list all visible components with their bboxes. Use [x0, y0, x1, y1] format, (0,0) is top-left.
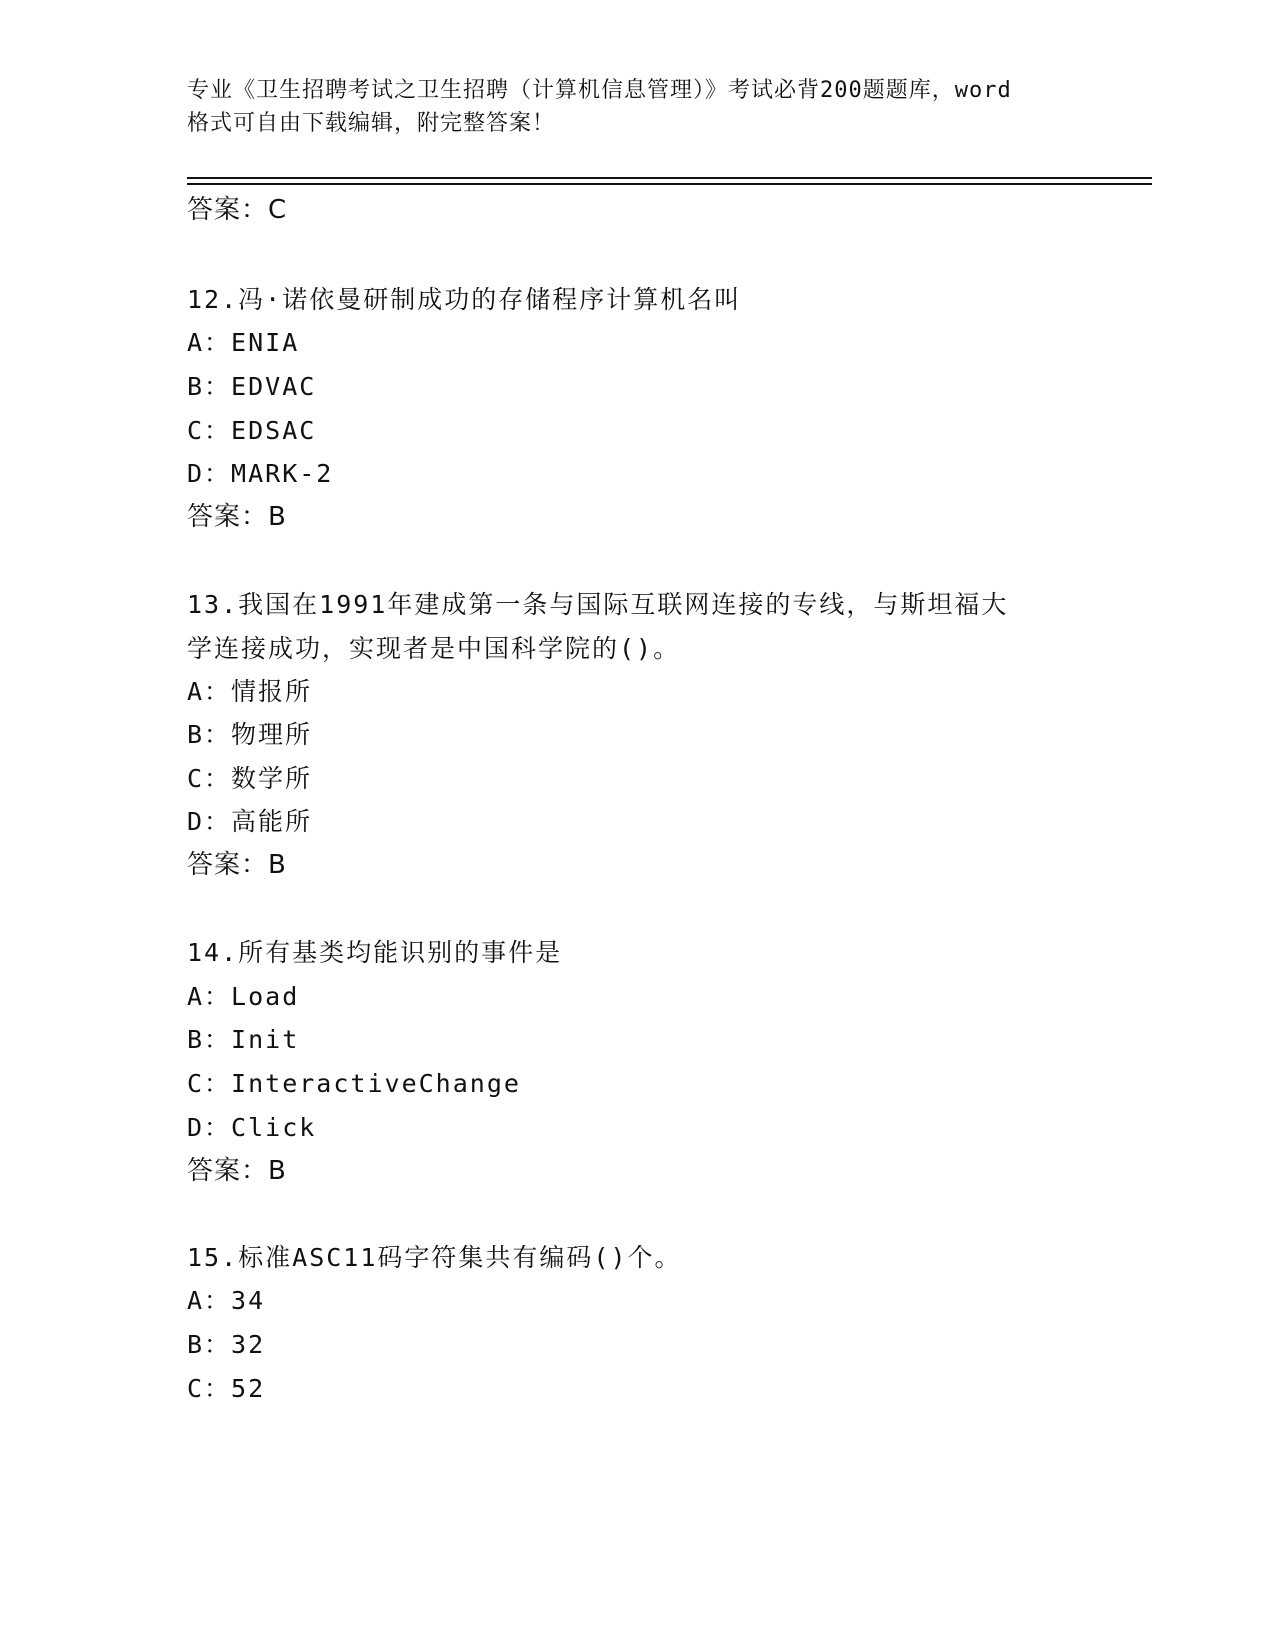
header-line-1: 专业《卫生招聘考试之卫生招聘（计算机信息管理）》考试必背200题题库，word [187, 78, 1012, 103]
question-15-option-c: C：52 [187, 1374, 266, 1403]
header-divider-top [187, 177, 1152, 179]
question-15-option-b: B：32 [187, 1330, 266, 1359]
question-14-title: 14.所有基类均能识别的事件是 [187, 938, 563, 967]
question-13-title-line-1: 13.我国在1991年建成第一条与国际互联网连接的专线，与斯坦福大 [187, 590, 1009, 619]
question-13-option-a: A：情报所 [187, 677, 313, 706]
previous-answer: 答案：C [187, 195, 288, 225]
question-14-option-b: B：Init [187, 1025, 300, 1054]
question-14-answer: 答案：B [187, 1156, 287, 1186]
question-13-title-line-2: 学连接成功，实现者是中国科学院的()。 [187, 634, 681, 663]
question-14-option-a: A：Load [187, 982, 300, 1011]
question-13-option-b: B：物理所 [187, 720, 313, 749]
question-14-option-d: D：Click [187, 1113, 317, 1142]
document-header [187, 74, 1087, 140]
question-15-title: 15.标准ASC11码字符集共有编码()个。 [187, 1243, 682, 1272]
header-divider-bottom [187, 183, 1152, 185]
header-line-2: 格式可自由下载编辑，附完整答案！ [187, 111, 556, 136]
question-13-option-d: D：高能所 [187, 807, 313, 836]
question-15-option-a: A：34 [187, 1286, 266, 1315]
question-14-option-c: C：InteractiveChange [187, 1069, 521, 1098]
question-12-answer: 答案：B [187, 502, 287, 532]
question-12-title: 12.冯·诺依曼研制成功的存储程序计算机名叫 [187, 285, 742, 314]
question-12-option-b: B：EDVAC [187, 372, 317, 401]
question-12-option-d: D：MARK-2 [187, 459, 334, 488]
question-13-option-c: C：数学所 [187, 764, 313, 793]
question-13-answer: 答案：B [187, 850, 287, 880]
question-12-option-a: A：ENIA [187, 328, 300, 357]
question-12-option-c: C：EDSAC [187, 416, 317, 445]
